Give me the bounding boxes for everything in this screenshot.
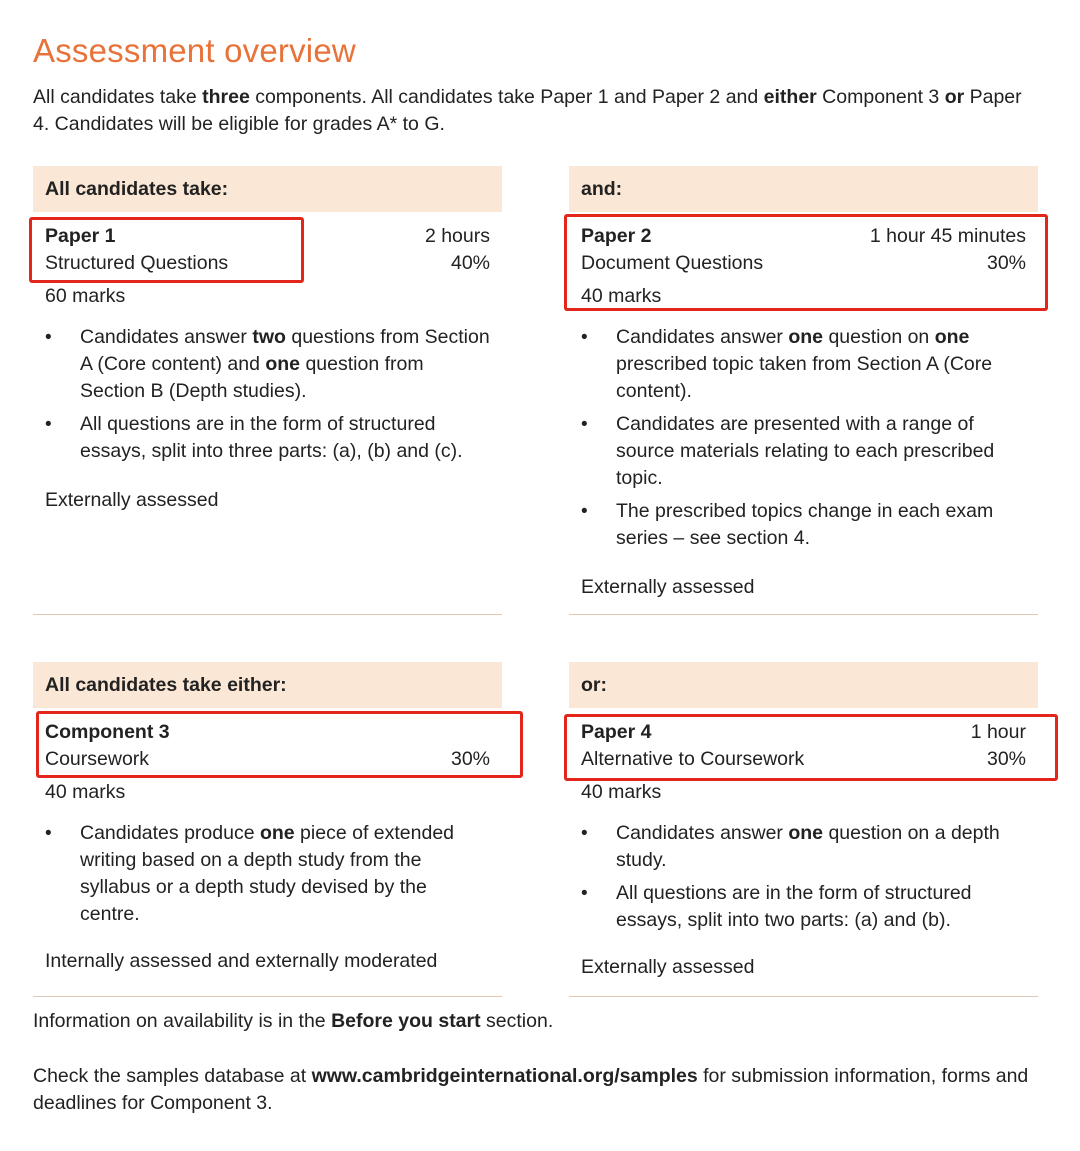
component-marks: 60 marks [45, 285, 126, 307]
assessment-type: Internally assessed and externally moderated [45, 950, 438, 972]
card-paper-4 [569, 662, 1038, 981]
page-title: Assessment overview [33, 32, 356, 69]
component-duration: 1 hour [970, 721, 1026, 743]
highlight-box [36, 711, 523, 778]
list-item: • All questions are in the form of structured essays, split into three parts: (a), (b) and (c). [45, 413, 463, 462]
highlight-box [564, 214, 1048, 311]
component-weight: 40% [450, 252, 490, 274]
card-header: All candidates take either: [33, 662, 502, 708]
bullet-icon: • [581, 414, 588, 435]
component-duration: 1 hour 45 minutes [869, 225, 1026, 247]
list-item: • Candidates answer one question on one prescribed topic taken from Section A (Core content). [581, 326, 993, 402]
component-weight: 30% [986, 748, 1026, 770]
bullet-icon: • [581, 883, 588, 904]
bullet-icon: • [581, 327, 588, 348]
component-subtitle: Structured Questions [45, 252, 229, 274]
bullet-list [581, 324, 1026, 552]
component-marks: 40 marks [581, 781, 662, 803]
component-marks: 40 marks [581, 285, 662, 307]
component-weight: 30% [986, 252, 1026, 274]
component-weight: 30% [450, 748, 490, 770]
availability-note: Information on availability is in the Before you start section. [33, 1010, 554, 1032]
component-name: Paper 4 [581, 721, 652, 743]
highlight-box [564, 714, 1058, 781]
component-subtitle: Alternative to Coursework [581, 748, 805, 770]
bullet-icon: • [45, 327, 52, 348]
card-header: and: [569, 166, 1038, 212]
bullet-icon: • [45, 823, 52, 844]
bullet-list [581, 820, 1026, 934]
assessment-type: Externally assessed [45, 489, 219, 511]
component-duration: 2 hours [424, 225, 490, 247]
list-item: • The prescribed topics change in each exam series – see section 4. [581, 500, 994, 549]
bullet-icon: • [581, 501, 588, 522]
highlight-box [29, 217, 304, 283]
divider [33, 996, 502, 997]
list-item: • Candidates are presented with a range of source materials relating to each prescribed topic. [581, 413, 995, 489]
list-item: • Candidates answer one question on a depth study. [581, 822, 1000, 871]
component-subtitle: Coursework [45, 748, 150, 770]
bullet-icon: • [581, 823, 588, 844]
intro-paragraph: All candidates take three components. All candidates take Paper 1 and Paper 2 and either Component 3 or Paper 4. Candidates will be eligible for grades A* to G. [33, 86, 1022, 135]
divider [569, 996, 1038, 997]
bullet-list [45, 820, 490, 928]
samples-note: Check the samples database at www.cambridgeinternational.org/samples for submission information, forms and deadlines for Component 3. [33, 1065, 1029, 1114]
list-item: • Candidates answer two questions from Section A (Core content) and one question from Section B (Depth studies). [45, 326, 490, 402]
list-item: • Candidates produce one piece of extended writing based on a depth study from the syllabus or a depth study devised by the centre. [45, 822, 455, 925]
assessment-type: Externally assessed [581, 576, 755, 598]
component-name: Paper 2 [581, 225, 652, 247]
component-name: Component 3 [45, 721, 170, 743]
component-marks: 40 marks [45, 781, 126, 803]
divider [569, 614, 1038, 615]
samples-link[interactable]: www.cambridgeinternational.org/samples [311, 1065, 698, 1087]
bullet-list [45, 324, 490, 465]
card-header: All candidates take: [33, 166, 502, 212]
component-name: Paper 1 [45, 225, 116, 247]
divider [33, 614, 502, 615]
assessment-type: Externally assessed [581, 956, 755, 978]
list-item: • All questions are in the form of structured essays, split into two parts: (a) and (b). [581, 882, 972, 931]
card-header: or: [569, 662, 1038, 708]
component-subtitle: Document Questions [581, 252, 764, 274]
card-component-3 [33, 662, 502, 975]
bullet-icon: • [45, 414, 52, 435]
